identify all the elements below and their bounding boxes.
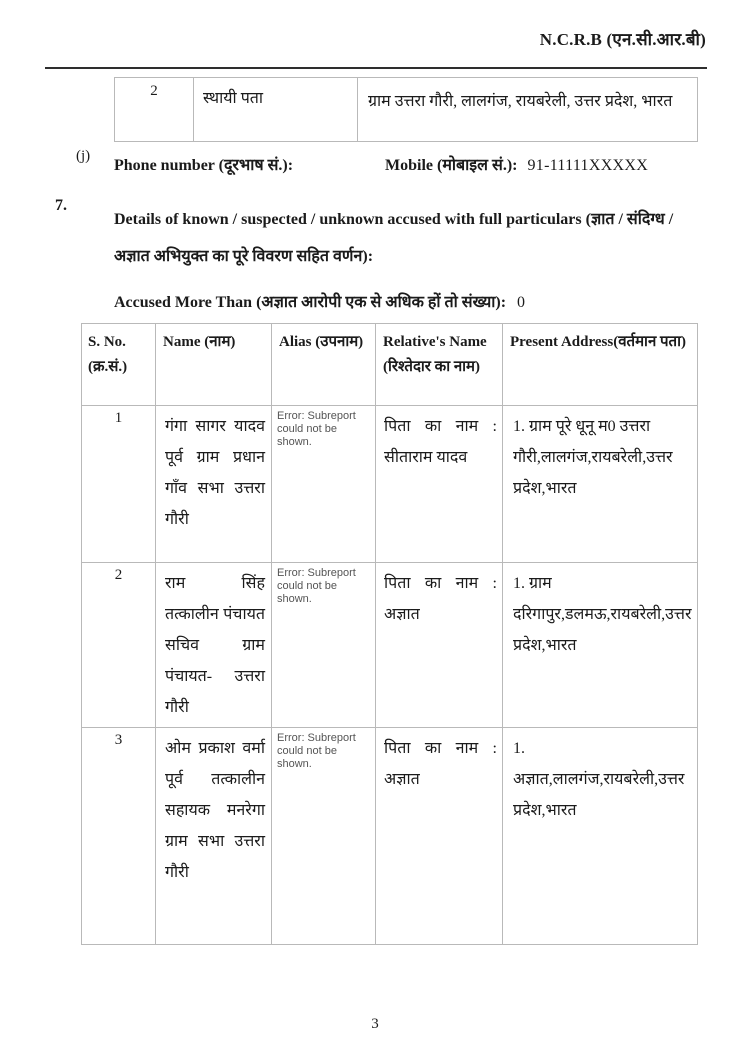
accused-table-header-row — [82, 324, 698, 406]
section-7-number: 7. — [55, 197, 67, 214]
accused-1-address: 1. ग्राम पूरे धूनू म0 उत्तरा गौरी,लालगंज,रायबरेली,उत्तर प्रदेश,भारत — [503, 406, 698, 563]
accused-row-1 — [82, 406, 698, 563]
accused-more-than-line — [114, 290, 525, 312]
phone-number-label: Phone number (दूरभाष सं.): — [114, 157, 294, 174]
accused-3-relative: पिता का नाम : अज्ञात — [376, 728, 503, 945]
accused-1-sno: 1 — [82, 406, 156, 563]
accused-3-address: 1. अज्ञात,लालगंज,रायबरेली,उत्तर प्रदेश,भारत — [503, 728, 698, 945]
accused-more-than-value: 0 — [517, 294, 526, 311]
permanent-address-value-cell: ग्राम उत्तरा गौरी, लालगंज, रायबरेली, उत्तर प्रदेश, भारत — [358, 78, 698, 142]
page-number: 3 — [371, 1016, 379, 1032]
section-7-title: Details of known / suspected / unknown accused with full particulars (ज्ञात / संदिग्ध / अज्ञात अभियुक्त का पूरे विवरण सहित वर्णन): — [114, 211, 674, 265]
header-name: Name (नाम) — [156, 324, 272, 406]
header-present-address: Present Address(वर्तमान पता) — [503, 324, 698, 406]
header-sno: S. No. (क्र.सं.) — [82, 324, 156, 406]
accused-details-table — [81, 323, 698, 945]
header-divider-rule — [45, 67, 707, 69]
accused-2-alias-error: Error: Subreport could not be shown. — [272, 563, 376, 728]
row-number-cell: 2 — [115, 78, 194, 142]
accused-3-alias-error: Error: Subreport could not be shown. — [272, 728, 376, 945]
permanent-address-row — [115, 78, 698, 142]
accused-1-alias-error: Error: Subreport could not be shown. — [272, 406, 376, 563]
accused-row-2 — [82, 563, 698, 728]
accused-1-relative: पिता का नाम : सीताराम यादव — [376, 406, 503, 563]
permanent-address-label-cell: स्थायी पता — [194, 78, 358, 142]
accused-row-3 — [82, 728, 698, 945]
item-letter-j: (j) — [76, 148, 91, 164]
accused-1-name: गंगा सागर यादव पूर्व ग्राम प्रधान गाँव सभा उत्तरा गौरी — [156, 406, 272, 563]
accused-more-than-label: Accused More Than (अज्ञात आरोपी एक से अधिक हों तो संख्या): — [114, 294, 507, 311]
accused-2-name: राम सिंह तत्कालीन पंचायत सचिव ग्राम पंचायत- उत्तरा गौरी — [156, 563, 272, 728]
permanent-address-table — [114, 77, 698, 142]
header-alias: Alias (उपनाम) — [272, 324, 376, 406]
mobile-label: Mobile (मोबाइल सं.): — [385, 157, 518, 174]
accused-3-sno: 3 — [82, 728, 156, 945]
accused-3-name: ओम प्रकाश वर्मा पूर्व तत्कालीन सहायक मनरेगा ग्राम सभा उत्तरा गौरी — [156, 728, 272, 945]
ncrb-header-title: N.C.R.B (एन.सी.आर.बी) — [539, 30, 706, 49]
mobile-number-line — [385, 153, 648, 175]
accused-2-address: 1. ग्राम दरिगापुर,डलमऊ,रायबरेली,उत्तर प्रदेश,भारत — [503, 563, 698, 728]
accused-2-relative: पिता का नाम : अज्ञात — [376, 563, 503, 728]
mobile-value: 91-11111XXXXX — [527, 157, 649, 174]
accused-2-sno: 2 — [82, 563, 156, 728]
header-relative-name: Relative's Name (रिश्तेदार का नाम) — [376, 324, 503, 406]
